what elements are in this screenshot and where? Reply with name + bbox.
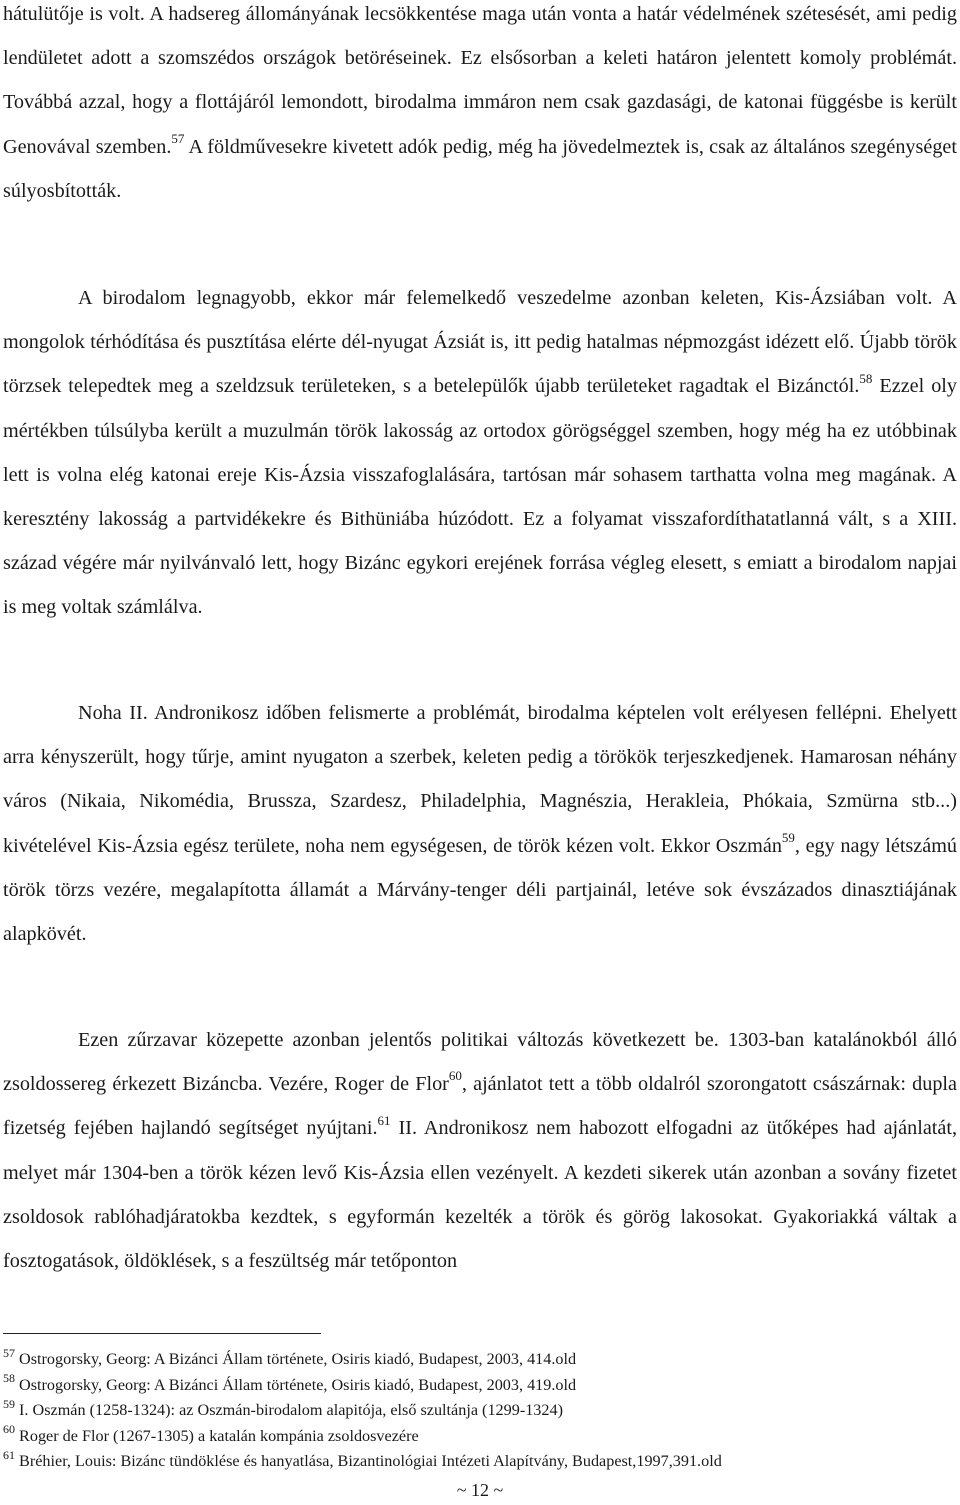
footnote-separator bbox=[3, 1333, 321, 1334]
footnote-reference: 60 bbox=[448, 1068, 462, 1084]
paragraph-text: Noha II. Andronikosz időben felismerte a problémát, birodalma képtelen volt erélyesen fellépni. Ehelyett arra kényszerült, hogy tűrje, amint nyugaton a szerbek, keleten pedig a törökök terjeszkedjenek. Hamarosan néhány város (Nikaia, Nikomédia, Brussza, Szardesz, Philadelphia, Magnészia, Herakleia, Phókaia, Szmürna stb...) kivételével Kis-Ázsia egész területe, noha nem egységesen, de török kézen volt. Ekkor Oszmán bbox=[3, 702, 957, 857]
body-paragraph bbox=[3, 1018, 957, 1283]
paragraph-text: , ajánlatot tett a több oldalról szorongatott császárnak: dupla fizetség fejében hajlandó segítséget nyújtani. bbox=[3, 1073, 957, 1140]
footnote bbox=[3, 1424, 957, 1450]
paragraph-text: II. Andronikosz nem habozott elfogadni az ütőképes had ajánlatát, melyet már 1304-ben a török kézen levő Kis-Ázsia ellen vezényelt. A kezdeti sikerek után azonban a sovány fizetet zsoldosok rablóhadjáratokba kezdtek, s egyformán kezelték a török és görög lakosokat. Gyakoriakká váltak a fosztogatások, öldöklések, s a feszültség már tetőponton bbox=[3, 1117, 958, 1273]
footnote bbox=[3, 1398, 957, 1424]
body-paragraph bbox=[3, 276, 957, 630]
footnote-reference: 57 bbox=[171, 130, 185, 146]
body-paragraph bbox=[3, 0, 957, 213]
footnote bbox=[3, 1449, 957, 1475]
footnote-text: Ostrogorsky, Georg: A Bizánci Állam története, Osiris kiadó, Budapest, 2003, 419.old bbox=[19, 1375, 577, 1394]
body-paragraph bbox=[3, 691, 957, 956]
footnote-number: 60 bbox=[3, 1422, 15, 1437]
footnote-text: I. Oszmán (1258-1324): az Oszmán-birodalom alapitója, első szultánja (1299-1324) bbox=[19, 1401, 563, 1419]
paragraph-text: A földművesekre kivetett adók pedig, még ha jövedelmeztek is, csak az általános szegénységet súlyosbították. bbox=[3, 135, 957, 202]
footnote-number: 57 bbox=[3, 1345, 15, 1360]
paragraph-text: Ezen zűrzavar közepette azonban jelentős politikai változás következett be. 1303-ban katalánokból álló zsoldossereg érkezett Bizáncba. Vezére, Roger de Flor bbox=[3, 1029, 957, 1096]
footnote-number: 59 bbox=[3, 1396, 15, 1411]
paragraph-text: A birodalom legnagyobb, ekkor már felemelkedő veszedelme azonban keleten, Kis-Ázsiában volt. A mongolok térhódítása és pusztítása elérte dél-nyugat Ázsiát is, itt pedig hatalmas népmozgást idézett elő. Újabb török törzsek telepedtek meg a szeldzsuk területeken, s a betelepülők újabb területeket ragadtak el Bizánctól. bbox=[3, 287, 957, 398]
footnote-number: 58 bbox=[3, 1371, 15, 1386]
footnote-reference: 61 bbox=[377, 1112, 391, 1128]
footnote bbox=[3, 1373, 957, 1399]
paragraph-text: Ezzel oly mértékben túlsúlyba került a muzulmán török lakosság az ortodox görögséggel szemben, hogy még ha ez utóbbinak lett is volna elég katonai ereje Kis-Ázsia visszafoglalására, tartósan már sohasem tarthatta volna meg magának. A keresztény lakosság a partvidékekre és Bithüniába húzódott. Ez a folyamat visszafordíthatatlanná vált, s a XIII. század végére már nyilvánvaló lett, hogy Bizánc egykori erejének forrása végleg elesett, s emiatt a birodalom napjai is meg voltak számlálva. bbox=[3, 375, 958, 619]
paragraph-text: hátulütője is volt. A hadsereg állományának lecsökkentése maga után vonta a határ védelmének szétesését, ami pedig lendületet adott a szomszédos országok betöréseinek. Ez elsősorban a keleti határon jelentett komoly problémát. Továbbá azzal, hogy a flottájáról lemondott, birodalma immáron nem csak gazdasági, de katonai függésbe is került Genovával szemben. bbox=[3, 3, 957, 158]
footnote-reference: 58 bbox=[859, 370, 873, 386]
footnote-text: Ostrogorsky, Georg: A Bizánci Állam története, Osiris kiadó, Budapest, 2003, 414.old bbox=[19, 1350, 577, 1368]
page-number: ~ 12 ~ bbox=[456, 1480, 504, 1500]
paragraph-text: , egy nagy létszámú török törzs vezére, megalapította államát a Márvány-tenger déli partjainál, letéve sok évszázados dinasztiájának alapkövét. bbox=[3, 834, 958, 946]
footnote-text: Roger de Flor (1267-1305) a katalán kompánia zsoldosvezére bbox=[19, 1426, 419, 1445]
footnote-number: 61 bbox=[3, 1447, 15, 1462]
footnote-text: Bréhier, Louis: Bizánc tündöklése és hanyatlása, Bizantinológiai Intézeti Alapítvány, Budapest,1997,391.old bbox=[19, 1452, 722, 1470]
footnote bbox=[3, 1347, 957, 1373]
footnotes-section bbox=[3, 1347, 957, 1475]
footnote-reference: 59 bbox=[781, 829, 795, 845]
